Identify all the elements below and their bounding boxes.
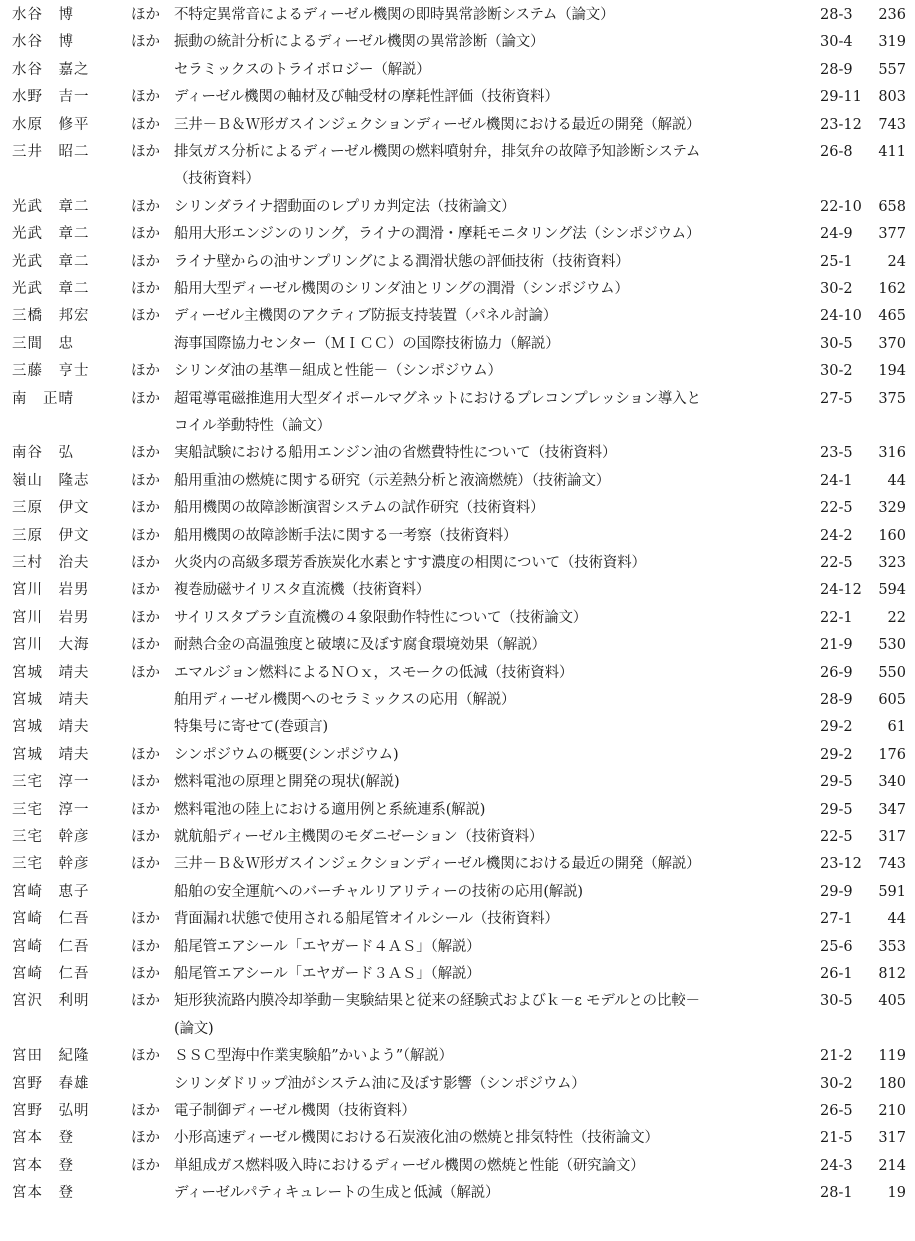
- article-title: 複巻励磁サイリスタ直流機（技術資料）: [174, 582, 431, 599]
- co-author-marker: ほか: [131, 609, 160, 626]
- page-number: 176: [878, 746, 906, 763]
- co-author-marker: ほか: [131, 116, 160, 133]
- co-author-marker: ほか: [131, 664, 160, 681]
- page-number: 316: [878, 445, 906, 462]
- article-title: 超電導電磁推進用大型ダイポールマグネットにおけるプレコンプレッション導入と: [174, 390, 701, 407]
- page-number: 557: [878, 61, 906, 78]
- article-title: 特集号に寄せて(巻頭言): [174, 719, 328, 736]
- page-number: 162: [878, 281, 906, 297]
- co-author-marker: ほか: [131, 281, 160, 297]
- article-title: 三井－Ｂ＆Ｗ形ガスインジェクションディーゼル機関における最近の開発（解説）: [174, 116, 701, 133]
- volume-issue: 29-2: [820, 746, 853, 763]
- article-title: 実船試験における船用エンジン油の省燃費特性について（技術資料）: [174, 445, 617, 462]
- page-number: 210: [878, 1103, 906, 1119]
- volume-issue: 30-5: [820, 993, 853, 1010]
- page-number: 803: [878, 89, 906, 106]
- volume-issue: 30-2: [820, 1075, 853, 1092]
- author-name: 光武 章二: [12, 198, 90, 215]
- index-entry: [0, 882, 915, 902]
- volume-issue: 30-4: [820, 34, 853, 51]
- article-title: 船舶の安全運航へのバーチャルリアリティーの技術の応用(解説): [174, 883, 583, 900]
- author-name: 嶺山 隆志: [12, 472, 90, 489]
- article-title: 振動の統計分析によるディーゼル機関の異常診断（論文）: [174, 34, 545, 51]
- index-entry: [0, 937, 915, 957]
- index-entry: [0, 909, 915, 929]
- volume-issue: 22-5: [820, 555, 853, 571]
- volume-issue: 21-5: [820, 1130, 853, 1147]
- article-title: シンポジウムの概要(シンポジウム): [174, 746, 399, 763]
- page-number: 411: [878, 144, 906, 160]
- volume-issue: 26-5: [820, 1103, 853, 1119]
- author-name: 三村 治夫: [12, 555, 90, 571]
- index-entry: [0, 1046, 915, 1066]
- index-entry: [0, 32, 915, 52]
- page-number: 405: [878, 993, 906, 1010]
- index-entry: [0, 361, 915, 381]
- article-title-continuation: （技術資料）: [174, 171, 260, 188]
- page-number: 377: [878, 226, 906, 243]
- article-title-continuation: (論文): [174, 1020, 214, 1037]
- article-title: シリンダライナ摺動面のレプリカ判定法（技術論文）: [174, 198, 516, 215]
- index-entry: [0, 745, 915, 765]
- author-name: 宮城 靖夫: [12, 664, 90, 681]
- page-number: 319: [878, 34, 906, 51]
- page-number: 61: [887, 719, 906, 736]
- author-name: 宮野 弘明: [12, 1103, 90, 1119]
- author-name: 三井 昭二: [12, 144, 90, 160]
- volume-issue: 26-8: [820, 144, 853, 160]
- author-name: 三宅 淳一: [12, 774, 90, 791]
- volume-issue: 23-12: [820, 856, 862, 873]
- co-author-marker: ほか: [131, 746, 160, 763]
- author-name: 宮野 春雄: [12, 1075, 90, 1092]
- co-author-marker: ほか: [131, 89, 160, 106]
- author-name: 水谷 博: [12, 34, 74, 51]
- article-title: 火炎内の高級多環芳香族炭化水素とすす濃度の相関について（技術資料）: [174, 555, 646, 571]
- author-name: 宮本 登: [12, 1185, 74, 1202]
- author-name: 光武 章二: [12, 253, 90, 270]
- index-entry: [0, 800, 915, 820]
- article-title: 単組成ガス燃料吸入時におけるディーゼル機関の燃焼と性能（研究論文）: [174, 1157, 645, 1174]
- volume-issue: 23-5: [820, 445, 853, 462]
- volume-issue: 27-1: [820, 911, 853, 928]
- article-title: 燃料電池の陸上における適用例と系統連系(解説): [174, 801, 486, 818]
- index-entry: [0, 443, 915, 463]
- author-name: 光武 章二: [12, 226, 90, 243]
- page-number: 605: [878, 692, 906, 708]
- index-entry: [0, 964, 915, 984]
- article-title: 排気ガス分析によるディーゼル機関の燃料噴射弁，排気弁の故障予知診断システム: [174, 144, 701, 160]
- author-name: 宮川 岩男: [12, 582, 90, 599]
- page-number: 353: [878, 938, 906, 955]
- volume-issue: 26-9: [820, 664, 853, 681]
- page-number: 160: [878, 527, 906, 544]
- co-author-marker: ほか: [131, 472, 160, 489]
- volume-issue: 28-3: [820, 7, 853, 23]
- author-name: 南 正晴: [12, 390, 74, 407]
- article-title: ディーゼル主機関のアクティブ防振支持装置（パネル討論）: [174, 308, 558, 325]
- author-name: 宮川 大海: [12, 637, 90, 654]
- article-title: 就航船ディーゼル主機関のモダニゼーション（技術資料）: [174, 829, 544, 845]
- volume-issue: 24-10: [820, 308, 862, 325]
- page-number: 550: [878, 664, 906, 681]
- volume-issue: 24-1: [820, 472, 853, 489]
- page-number: 19: [887, 1185, 906, 1202]
- volume-issue: 29-2: [820, 719, 853, 736]
- co-author-marker: ほか: [131, 308, 160, 325]
- index-entry: [0, 991, 915, 1011]
- page-number: 347: [878, 801, 906, 818]
- index-entry: [0, 224, 915, 244]
- volume-issue: 22-5: [820, 500, 853, 517]
- page-number: 119: [878, 1048, 906, 1065]
- article-title: 小形高速ディーゼル機関における石炭液化油の燃焼と排気特性（技術論文）: [174, 1130, 659, 1147]
- page-number: 743: [878, 116, 906, 133]
- volume-issue: 29-11: [820, 89, 862, 106]
- co-author-marker: ほか: [131, 390, 160, 407]
- page-number: 317: [878, 829, 906, 845]
- page-number: 812: [878, 966, 906, 982]
- page-number: 594: [878, 582, 906, 599]
- article-title: 船用機関の故障診断手法に関する一考察（技術資料）: [174, 527, 518, 544]
- article-title: 背面漏れ状態で使用される船尾管オイルシール（技術資料）: [174, 911, 559, 928]
- index-entry: [0, 526, 915, 546]
- page-number: 24: [887, 253, 906, 270]
- index-entry: [0, 60, 915, 80]
- article-title: 船尾管エアシール「エヤガード３ＡＳ」（解説）: [174, 966, 481, 982]
- author-name: 三原 伊文: [12, 527, 90, 544]
- article-title: ＳＳＣ型海中作業実験船”かいよう”（解説）: [174, 1048, 453, 1065]
- page-number: 329: [878, 500, 906, 517]
- index-entry: [0, 142, 915, 162]
- volume-issue: 24-9: [820, 226, 853, 243]
- page-number: 44: [887, 472, 906, 489]
- co-author-marker: ほか: [131, 1048, 160, 1065]
- article-title: 海事国際協力センター（ＭＩＣＣ）の国際技術協力（解説）: [174, 335, 560, 352]
- article-title: ライナ壁からの油サンプリングによる潤滑状態の評価技術（技術資料）: [174, 253, 630, 270]
- volume-issue: 26-1: [820, 966, 853, 982]
- co-author-marker: ほか: [131, 966, 160, 982]
- author-name: 三宅 淳一: [12, 801, 90, 818]
- co-author-marker: ほか: [131, 911, 160, 928]
- co-author-marker: ほか: [131, 938, 160, 955]
- co-author-marker: ほか: [131, 445, 160, 462]
- volume-issue: 29-9: [820, 883, 853, 900]
- page-number: 370: [878, 335, 906, 352]
- volume-issue: 29-5: [820, 801, 853, 818]
- volume-issue: 28-9: [820, 692, 853, 708]
- author-name: 三宅 幹彦: [12, 856, 90, 873]
- volume-issue: 24-2: [820, 527, 853, 544]
- author-name: 宮城 靖夫: [12, 719, 90, 736]
- author-name: 南谷 弘: [12, 445, 74, 462]
- author-name: 宮城 靖夫: [12, 746, 90, 763]
- volume-issue: 30-5: [820, 335, 853, 352]
- index-entry: [0, 580, 915, 600]
- page-number: 236: [878, 7, 906, 23]
- index-entry: [0, 717, 915, 737]
- co-author-marker: ほか: [131, 555, 160, 571]
- volume-issue: 28-9: [820, 61, 853, 78]
- author-name: 三橋 邦宏: [12, 308, 90, 325]
- article-title: 舶用ディーゼル機関へのセラミックスの応用（解説）: [174, 692, 516, 708]
- index-entry: [0, 635, 915, 655]
- index-entry: [0, 1074, 915, 1094]
- volume-issue: 21-9: [820, 637, 853, 654]
- index-entry: [0, 279, 915, 299]
- author-name: 宮崎 仁吾: [12, 938, 90, 955]
- volume-issue: 22-1: [820, 609, 853, 626]
- article-title: シリンダ油の基準－組成と性能－（シンポジウム）: [174, 363, 502, 380]
- co-author-marker: ほか: [131, 1157, 160, 1174]
- article-title: シリンダドリップ油がシステム油に及ぼす影響（シンポジウム）: [174, 1075, 586, 1092]
- index-entry: [0, 1156, 915, 1176]
- co-author-marker: ほか: [131, 253, 160, 270]
- co-author-marker: ほか: [131, 144, 160, 160]
- co-author-marker: ほか: [131, 582, 160, 599]
- index-entry: [0, 663, 915, 683]
- article-title: 三井－Ｂ＆Ｗ形ガスインジェクションディーゼル機関における最近の開発（解説）: [174, 856, 701, 873]
- co-author-marker: ほか: [131, 637, 160, 654]
- co-author-marker: ほか: [131, 856, 160, 873]
- co-author-marker: ほか: [131, 7, 160, 23]
- index-entry: [0, 854, 915, 874]
- index-entry: [0, 553, 915, 573]
- page-number: 44: [887, 911, 906, 928]
- article-title: 燃料電池の原理と開発の現状(解説): [174, 774, 400, 791]
- index-entry: [0, 690, 915, 710]
- author-name: 宮崎 仁吾: [12, 911, 90, 928]
- article-title: ディーゼルパティキュレートの生成と低減（解説）: [174, 1185, 500, 1202]
- index-entry: [0, 1101, 915, 1121]
- author-name: 宮沢 利明: [12, 993, 90, 1010]
- index-entry: [0, 252, 915, 272]
- author-name: 宮田 紀隆: [12, 1048, 90, 1065]
- index-entry: [0, 471, 915, 491]
- author-name: 宮崎 仁吾: [12, 966, 90, 982]
- index-entry: [0, 306, 915, 326]
- volume-issue: 22-10: [820, 198, 862, 215]
- co-author-marker: ほか: [131, 993, 160, 1010]
- author-name: 水野 吉一: [12, 89, 90, 106]
- page-number: 323: [878, 555, 906, 571]
- author-name: 宮本 登: [12, 1130, 74, 1147]
- co-author-marker: ほか: [131, 226, 160, 243]
- author-name: 水谷 博: [12, 7, 74, 23]
- index-entry: [0, 334, 915, 354]
- co-author-marker: ほか: [131, 198, 160, 215]
- author-name: 水谷 嘉之: [12, 61, 90, 78]
- volume-issue: 27-5: [820, 390, 853, 407]
- article-title: 船用大形エンジンのリング，ライナの潤滑・摩耗モニタリング法（シンポジウム）: [174, 226, 701, 243]
- co-author-marker: ほか: [131, 1130, 160, 1147]
- index-entry: [0, 115, 915, 135]
- index-entry: [0, 87, 915, 107]
- author-name: 三原 伊文: [12, 500, 90, 517]
- article-title: 船尾管エアシール「エヤガード４ＡＳ」（解説）: [174, 938, 481, 955]
- article-title: セラミックスのトライボロジー（解説）: [174, 61, 431, 78]
- article-title: 船用機関の故障診断演習システムの試作研究（技術資料）: [174, 500, 545, 517]
- co-author-marker: ほか: [131, 774, 160, 791]
- page-number: 530: [878, 637, 906, 654]
- index-entry: [0, 197, 915, 217]
- article-title: エマルジョン燃料によるＮＯｘ，スモークの低減（技術資料）: [174, 664, 574, 681]
- article-title: 船用重油の燃焼に関する研究（示差熱分析と液滴燃焼）（技術論文）: [174, 472, 611, 489]
- page-number: 180: [878, 1075, 906, 1092]
- article-title: 耐熱合金の高温強度と破壊に及ぼす腐食環境効果（解説）: [174, 637, 546, 654]
- volume-issue: 29-5: [820, 774, 853, 791]
- article-title: 不特定異常音によるディーゼル機関の即時異常診断システム（論文）: [174, 7, 615, 23]
- index-entry: [0, 608, 915, 628]
- author-name: 三藤 亨士: [12, 363, 90, 380]
- author-name: 宮城 靖夫: [12, 692, 90, 708]
- page-number: 22: [887, 609, 906, 626]
- article-title: 電子制御ディーゼル機関（技術資料）: [174, 1103, 416, 1119]
- volume-issue: 25-6: [820, 938, 853, 955]
- page-number: 465: [878, 308, 906, 325]
- article-title-continuation: コイル挙動特性（論文）: [174, 418, 331, 434]
- article-title: ディーゼル機関の軸材及び軸受材の摩耗性評価（技術資料）: [174, 89, 559, 106]
- volume-issue: 21-2: [820, 1048, 853, 1065]
- author-name: 宮本 登: [12, 1157, 74, 1174]
- volume-issue: 30-2: [820, 363, 853, 380]
- page-number: 591: [878, 883, 906, 900]
- page-number: 194: [878, 363, 906, 380]
- volume-issue: 30-2: [820, 281, 853, 297]
- page-number: 375: [878, 390, 906, 407]
- co-author-marker: ほか: [131, 34, 160, 51]
- co-author-marker: ほか: [131, 829, 160, 845]
- author-name: 水原 修平: [12, 116, 90, 133]
- author-name: 三間 忠: [12, 335, 74, 352]
- index-entry: [0, 827, 915, 847]
- volume-issue: 28-1: [820, 1185, 853, 1202]
- index-entry: [0, 1183, 915, 1203]
- volume-issue: 24-12: [820, 582, 862, 599]
- volume-issue: 25-1: [820, 253, 853, 270]
- page-number: 214: [878, 1157, 906, 1174]
- co-author-marker: ほか: [131, 1103, 160, 1119]
- author-name: 光武 章二: [12, 281, 90, 297]
- author-name: 宮崎 恵子: [12, 883, 90, 900]
- index-entry: [0, 772, 915, 792]
- volume-issue: 23-12: [820, 116, 862, 133]
- index-entry: [0, 389, 915, 409]
- page-number: 743: [878, 856, 906, 873]
- volume-issue: 24-3: [820, 1157, 853, 1174]
- article-title: 矩形狭流路内膜冷却挙動－実験結果と従来の経験式およびｋ－ε モデルとの比較－: [174, 993, 700, 1010]
- author-name: 三宅 幹彦: [12, 829, 90, 845]
- page-number: 317: [878, 1130, 906, 1147]
- author-name: 宮川 岩男: [12, 609, 90, 626]
- page-number: 658: [878, 198, 906, 215]
- co-author-marker: ほか: [131, 527, 160, 544]
- index-entry: [0, 498, 915, 518]
- article-title: サイリスタブラシ直流機の４象限動作特性について（技術論文）: [174, 609, 588, 626]
- article-title: 船用大型ディーゼル機関のシリンダ油とリングの潤滑（シンポジウム）: [174, 281, 629, 297]
- co-author-marker: ほか: [131, 500, 160, 517]
- co-author-marker: ほか: [131, 363, 160, 380]
- co-author-marker: ほか: [131, 801, 160, 818]
- index-entry: [0, 1128, 915, 1148]
- page-number: 340: [878, 774, 906, 791]
- index-entry: [0, 5, 915, 25]
- volume-issue: 22-5: [820, 829, 853, 845]
